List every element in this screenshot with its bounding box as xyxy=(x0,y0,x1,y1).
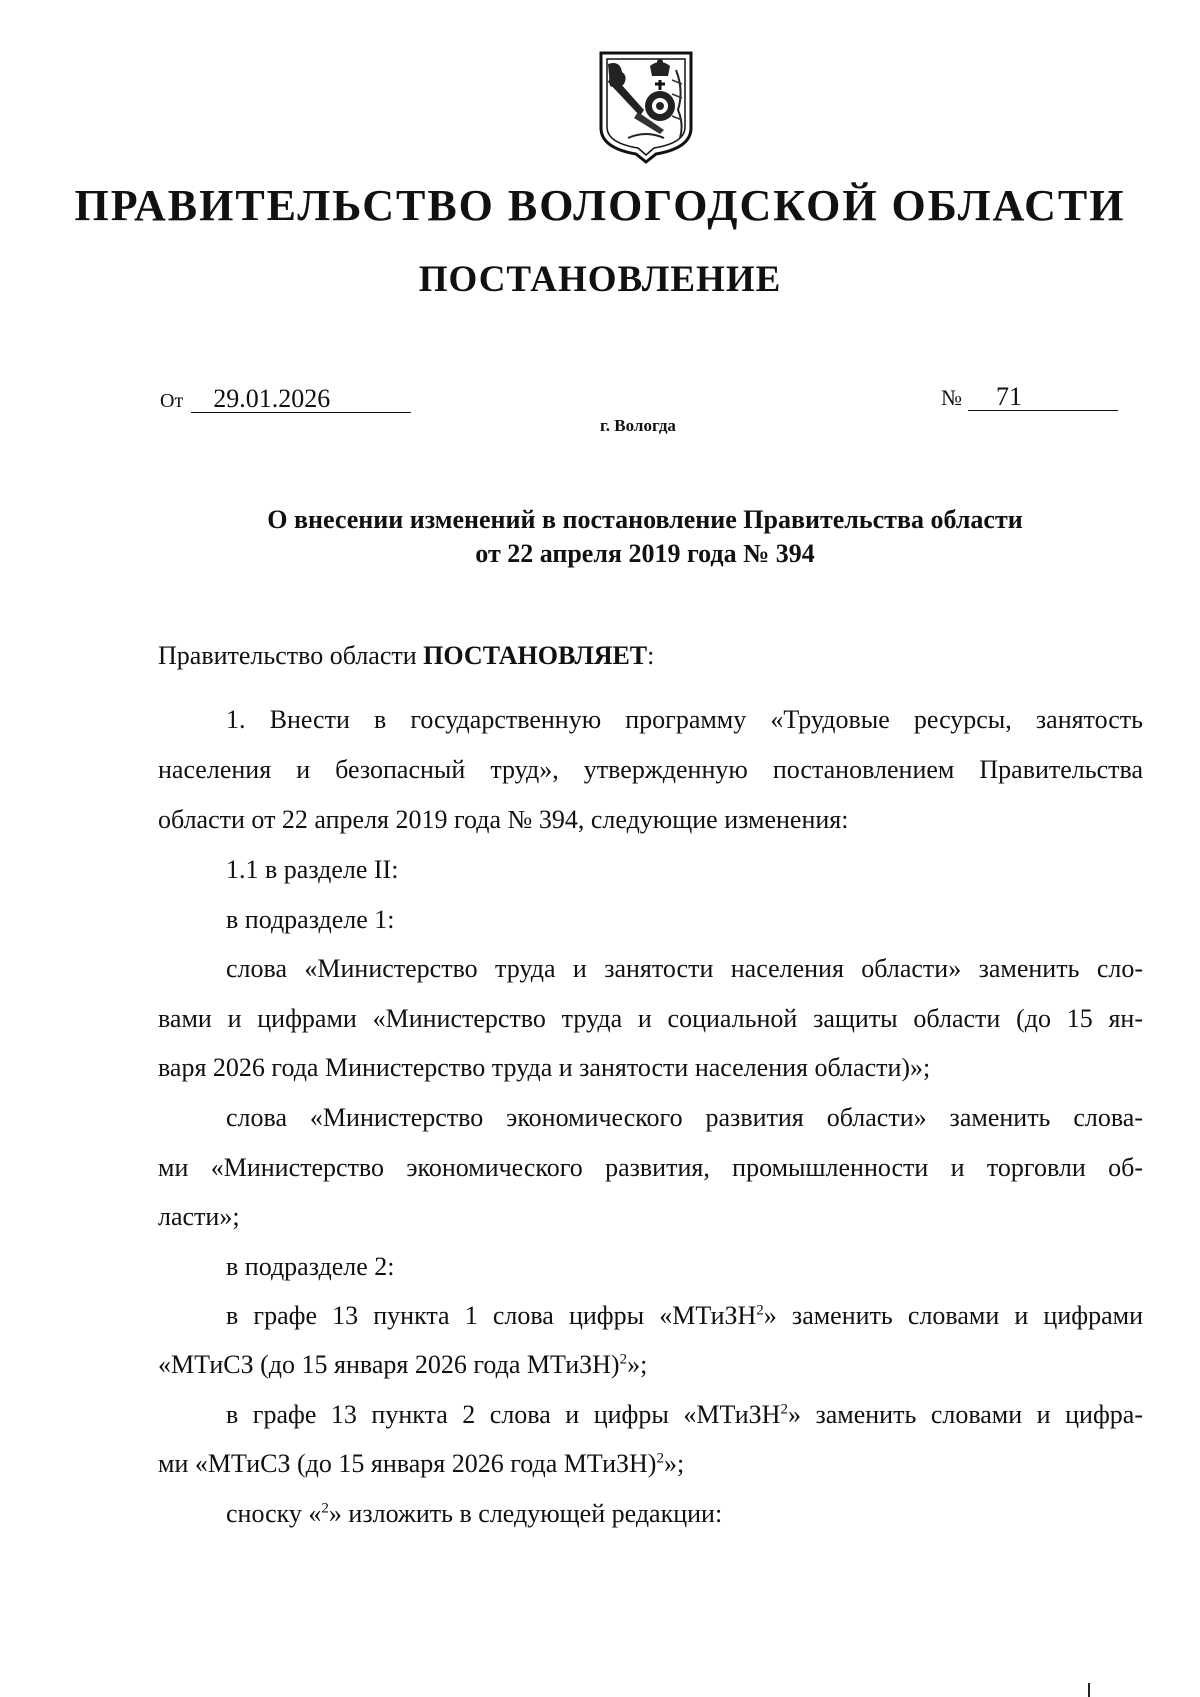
government-title: ПРАВИТЕЛЬСТВО ВОЛОГОДСКОЙ ОБЛАСТИ xyxy=(74,181,1126,230)
preamble xyxy=(158,641,654,671)
paragraph-2: 1.1 в разделе II: xyxy=(226,855,399,884)
preamble-bold: ПОСТАНОВЛЯЕТ xyxy=(423,641,648,670)
subject-line-2: от 22 апреля 2019 года № 394 xyxy=(475,539,815,568)
p9-text-a: сноску « xyxy=(226,1499,322,1528)
document-subject xyxy=(0,503,1200,571)
paragraph-9 xyxy=(226,1499,722,1529)
p8-l2-text-b: »; xyxy=(663,1449,685,1478)
date-label: От xyxy=(160,390,184,412)
paragraph-5-line-1: слова «Министерство экономического развития области» заменить слова- xyxy=(226,1103,1143,1132)
date-value: 29.01.2026 xyxy=(191,386,411,413)
p7-l1-text-a: в графе 13 пункта 1 слова цифры «МТиЗН xyxy=(226,1301,757,1330)
p7-l2-text-b: »; xyxy=(627,1350,648,1379)
p7-l1-text-b: » заменить словами и цифрами xyxy=(763,1301,1144,1330)
number-label: № xyxy=(941,385,962,410)
paragraph-4-line-2: вами и цифрами «Министерство труда и социальной защиты области (до 15 ян- xyxy=(158,1004,1143,1033)
number-value: 71 xyxy=(968,384,1118,411)
p8-l2-text-a: ми «МТиСЗ (до 15 января 2026 года МТиЗН) xyxy=(158,1449,657,1478)
p8-l2-sup: 2 xyxy=(656,1450,664,1467)
p8-l1-sup: 2 xyxy=(780,1401,788,1418)
preamble-text: Правительство области xyxy=(158,641,424,670)
p8-l1-text-a: в графе 13 пункта 2 слова и цифры «МТиЗН xyxy=(226,1400,781,1429)
paragraph-4-line-3: варя 2026 года Министерство труда и занятости населения области)»; xyxy=(158,1053,931,1082)
paragraph-4-line-1: слова «Министерство труда и занятости населения области» заменить сло- xyxy=(226,954,1143,983)
paragraph-8-line-2 xyxy=(158,1449,684,1479)
paragraph-5-line-3: ласти»; xyxy=(158,1202,240,1231)
paragraph-6: в подразделе 2: xyxy=(226,1252,395,1281)
document-type-title: ПОСТАНОВЛЕНИЕ xyxy=(418,259,782,300)
paragraph-5-line-2: ми «Министерство экономического развития, промышленности и торговли об- xyxy=(158,1153,1143,1182)
paragraph-1-line-2: населения и безопасный труд», утвержденную постановлением Правительства xyxy=(158,755,1143,784)
p9-text-b: » изложить в следующей редакции: xyxy=(328,1499,723,1528)
p7-l2-text-a: «МТиСЗ (до 15 января 2026 года МТиЗН) xyxy=(158,1350,620,1379)
paragraph-1-line-3: области от 22 апреля 2019 года № 394, следующие изменения: xyxy=(158,805,849,834)
paragraph-8-line-1 xyxy=(226,1400,1143,1430)
p7-l1-sup: 2 xyxy=(756,1302,764,1319)
paragraph-7-line-2 xyxy=(158,1350,647,1380)
paragraph-1-line-1: 1. Внести в государственную программу «Трудовые ресурсы, занятость xyxy=(226,705,1143,734)
scan-edge-mark xyxy=(1088,1683,1090,1697)
city-label: г. Вологда xyxy=(600,416,676,435)
p7-l2-sup: 2 xyxy=(619,1351,628,1368)
p9-sup: 2 xyxy=(321,1500,329,1517)
subject-line-1: О внесении изменений в постановление Правительства области xyxy=(267,505,1023,534)
document-number xyxy=(941,384,1118,411)
document-date xyxy=(160,386,411,413)
preamble-end: : xyxy=(647,641,655,670)
paragraph-7-line-1 xyxy=(226,1301,1143,1331)
paragraph-3: в подразделе 1: xyxy=(226,905,395,934)
vologda-coat-of-arms-icon xyxy=(598,50,694,164)
p8-l1-text-b: » заменить словами и цифра- xyxy=(787,1400,1143,1429)
